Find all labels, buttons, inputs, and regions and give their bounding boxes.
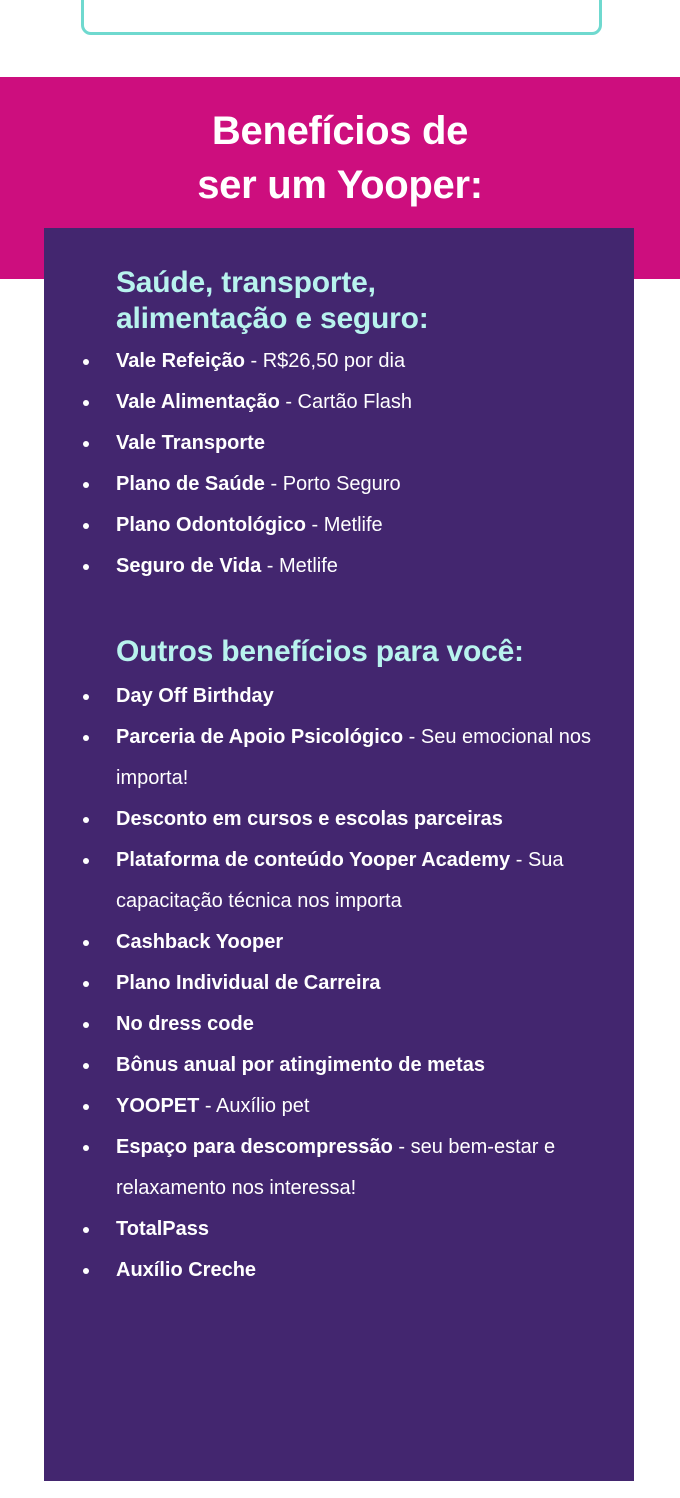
benefit-name: Day Off Birthday (116, 685, 274, 707)
benefit-name: Vale Transporte (116, 432, 265, 454)
benefit-name: Bônus anual por atingimento de metas (116, 1054, 485, 1076)
bullet-icon (83, 1104, 89, 1110)
benefit-name: Parceria de Apoio Psicológico (116, 726, 404, 748)
benefit-name: Plano Odontológico (116, 514, 306, 536)
bullet-icon (83, 981, 89, 987)
bullet-icon (83, 1063, 89, 1069)
benefits-title-line2: ser um Yooper: (197, 163, 483, 207)
section-heading-health (116, 265, 429, 337)
bullet-icon (83, 1022, 89, 1028)
bullet-icon (83, 694, 89, 700)
benefit-desc: - Seu emocional nos importa! (116, 726, 592, 789)
benefit-name: Plano de Saúde (116, 473, 265, 495)
bullet-icon (83, 400, 89, 406)
list-item (80, 799, 610, 840)
list-item (80, 505, 610, 546)
bullet-icon (83, 359, 89, 365)
benefit-desc: - R$26,50 por dia (244, 350, 406, 372)
benefit-name: Vale Refeição (116, 350, 245, 372)
bullet-icon (83, 441, 89, 447)
benefits-title-line1: Benefícios de (211, 109, 469, 153)
list-item (80, 717, 610, 799)
list-item (80, 464, 610, 505)
benefit-desc: - Metlife (305, 514, 383, 536)
benefit-name: Vale Alimentação (116, 391, 280, 413)
benefit-desc: - Auxílio pet (199, 1095, 310, 1117)
bullet-icon (83, 482, 89, 488)
list-item (80, 341, 610, 382)
bullet-icon (83, 564, 89, 570)
bullet-icon (83, 523, 89, 529)
bullet-icon (83, 1145, 89, 1151)
list-item (80, 382, 610, 423)
benefit-name: Seguro de Vida (116, 555, 262, 577)
benefit-name: Espaço para descompressão (116, 1136, 393, 1158)
benefit-desc: - Porto Seguro (264, 473, 401, 495)
section-heading-other: Outros benefícios para você: (116, 635, 524, 668)
benefit-name: Desconto em cursos e escolas parceiras (116, 808, 503, 830)
benefit-name: TotalPass (116, 1218, 209, 1240)
benefit-list-health (80, 341, 610, 587)
benefit-name: No dress code (116, 1013, 254, 1035)
list-item (80, 1086, 610, 1127)
list-item (80, 1127, 610, 1209)
list-item (80, 922, 610, 963)
bullet-icon (83, 735, 89, 741)
benefit-desc: - Cartão Flash (279, 391, 413, 413)
benefits-title (0, 104, 680, 212)
benefit-name: Plano Individual de Carreira (116, 972, 381, 994)
benefit-desc: - Metlife (261, 555, 338, 577)
benefit-desc: - seu bem-estar e relaxamento nos interessa! (116, 1136, 556, 1199)
list-item (80, 1004, 610, 1045)
section-heading-health-line2: alimentação e seguro: (116, 302, 429, 335)
list-item (80, 1209, 610, 1250)
bullet-icon (83, 858, 89, 864)
top-card (81, 0, 602, 35)
list-item (80, 1250, 610, 1291)
benefit-list-other (80, 676, 610, 1291)
list-item (80, 963, 610, 1004)
list-item (80, 423, 610, 464)
benefit-name: YOOPET (116, 1095, 200, 1117)
benefit-name: Auxílio Creche (116, 1259, 257, 1281)
section-heading-health-line1: Saúde, transporte, (116, 266, 376, 299)
list-item (80, 840, 610, 922)
benefit-desc: - Sua capacitação técnica nos importa (116, 849, 564, 912)
benefit-name: Cashback Yooper (116, 931, 284, 953)
bullet-icon (83, 817, 89, 823)
bullet-icon (83, 1227, 89, 1233)
benefit-name: Plataforma de conteúdo Yooper Academy (116, 849, 511, 871)
list-item (80, 676, 610, 717)
list-item (80, 1045, 610, 1086)
list-item (80, 546, 610, 587)
bullet-icon (83, 1268, 89, 1274)
bullet-icon (83, 940, 89, 946)
